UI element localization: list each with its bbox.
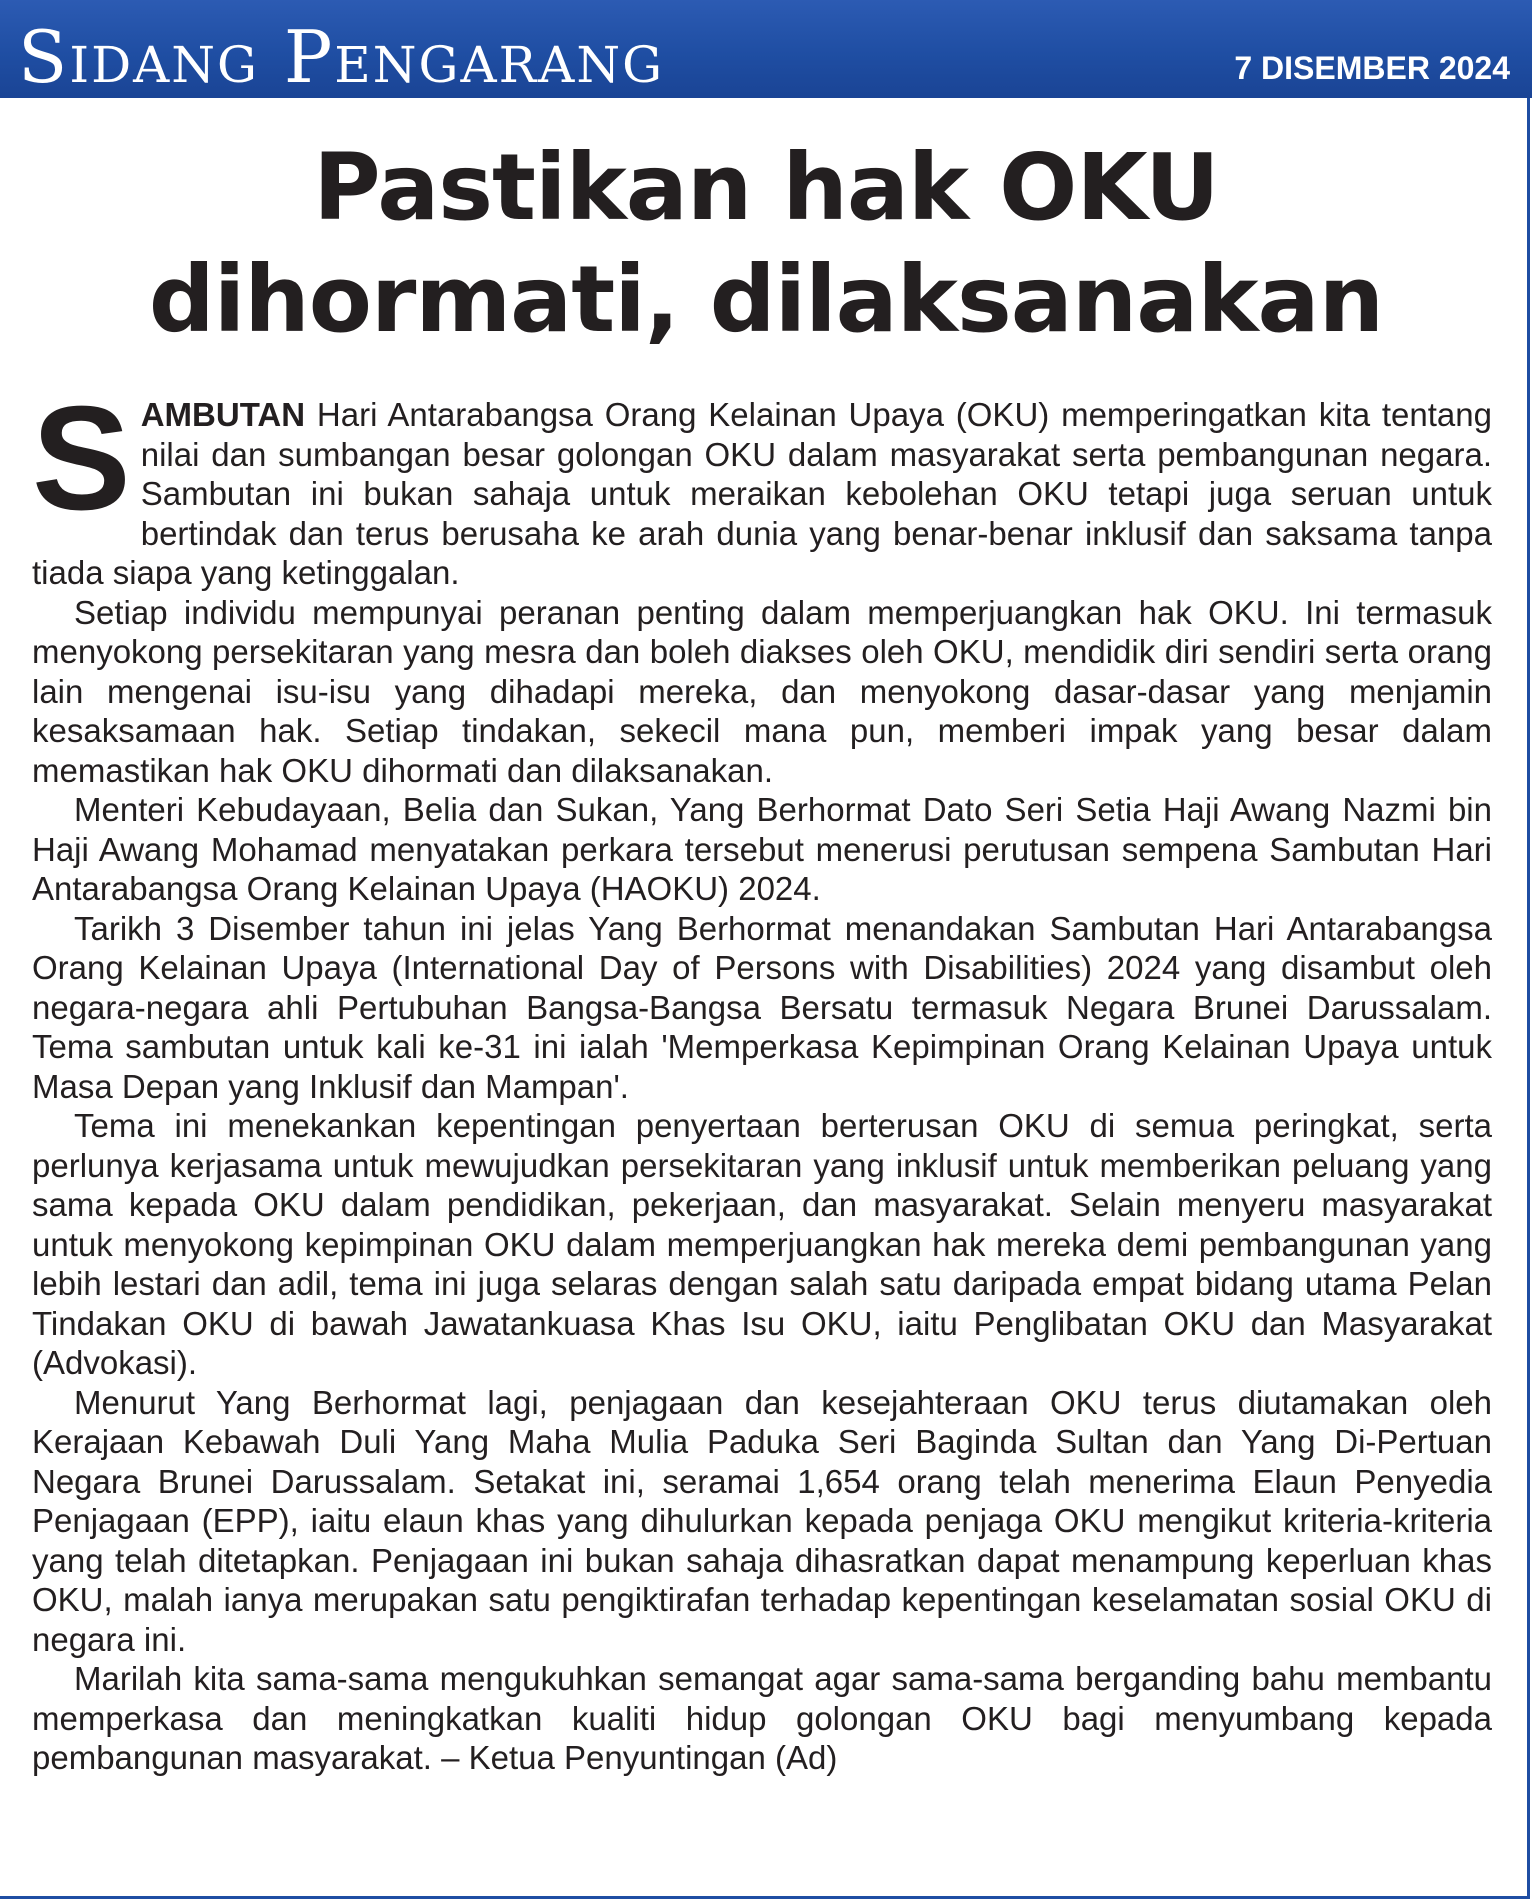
article-paragraph-2: Setiap individu mempunyai peranan penting dalam memperjuangkan hak OKU. Ini termasuk menyokong persekitaran yang mesra dan boleh diakses oleh OKU, mendidik diri sendiri serta orang lain mengenai isu-isu yang dihadapi mereka, dan menyokong dasar-dasar yang menjamin kesaksamaan hak. Setiap tindakan, sekecil mana pun, memberi impak yang besar dalam memastikan hak OKU dihormati dan dilaksanakan. — [32, 593, 1492, 789]
headline-line-1: Pastikan hak OKU — [313, 134, 1219, 241]
drop-cap: S — [32, 376, 131, 541]
paragraph-1-text: Hari Antarabangsa Orang Kelainan Upaya (OKU) memperingatkan kita tentang nilai dan sumbangan besar golongan OKU dalam masyarakat serta pembangunan negara. Sambutan ini bukan sahaja untuk meraikan kebolehan OKU tetapi juga seruan untuk bertindak dan terus berusaha ke arah dunia yang benar-benar inklusif dan saksama tanpa tiada siapa yang ketinggalan. — [32, 396, 1492, 591]
article-paragraph-3: Menteri Kebudayaan, Belia dan Sukan, Yang Berhormat Dato Seri Setia Haji Awang Nazmi bin Haji Awang Mohamad menyatakan perkara tersebut menerusi perutusan sempena Sambutan Hari Antarabangsa Orang Kelainan Upaya (HAOKU) 2024. — [32, 791, 1492, 907]
article-paragraph-7: Marilah kita sama-sama mengukuhkan semangat agar sama-sama berganding bahu membantu memperkasa dan meningkatkan kualiti hidup golongan OKU bagi menyumbang kepada pembangunan masyarakat. – Ketua Penyuntingan (Ad) — [32, 1660, 1492, 1776]
article-paragraph-4: Tarikh 3 Disember tahun ini jelas Yang Berhormat menandakan Sambutan Hari Antarabangsa Orang Kelainan Upaya (International Day of Persons with Disabilities) 2024 yang disambut oleh negara-negara ahli Pertubuhan Bangsa-Bangsa Bersatu termasuk Negara Brunei Darussalam. Tema sambutan untuk kali ke-31 ini ialah 'Memperkasa Kepimpinan Orang Kelainan Upaya untuk Masa Depan yang Inklusif dan Mampan'. — [32, 909, 1492, 1105]
section-title: Sidang Pengarang — [18, 15, 665, 99]
masthead-banner — [0, 0, 1532, 98]
lead-word: AMBUTAN — [140, 396, 306, 433]
article-body — [32, 376, 1492, 1778]
article-headline — [0, 132, 1532, 356]
article-paragraph-6: Menurut Yang Berhormat lagi, penjagaan dan kesejahteraan OKU terus diutamakan oleh Kerajaan Kebawah Duli Yang Maha Mulia Paduka Seri Baginda Sultan dan Yang Di-Pertuan Negara Brunei Darussalam. Setakat ini, seramai 1,654 orang telah menerima Elaun Penyedia Penjagaan (EPP), iaitu elaun khas yang dihulurkan kepada penjaga OKU mengikut kriteria-kriteria yang telah ditetapkan. Penjagaan ini bukan sahaja dihasratkan dapat menampung keperluan khas OKU, malah ianya merupakan satu pengiktirafan terhadap kepentingan keselamatan sosial OKU di negara ini. — [32, 1383, 1492, 1658]
article-paragraph-5: Tema ini menekankan kepentingan penyertaan berterusan OKU di semua peringkat, serta perlunya kerjasama untuk mewujudkan persekitaran yang inklusif untuk memberikan peluang yang sama kepada OKU dalam pendidikan, pekerjaan, dan masyarakat. Selain menyeru masyarakat untuk menyokong kepimpinan OKU dalam memperjuangkan hak mereka demi pembangunan yang lebih lestari dan adil, tema ini juga selaras dengan salah satu daripada empat bidang utama Pelan Tindakan OKU di bawah Jawatankuasa Khas Isu OKU, iaitu Penglibatan OKU dan Masyarakat (Advokasi). — [32, 1107, 1492, 1381]
publication-date: 7 DISEMBER 2024 — [1234, 50, 1510, 86]
headline-line-2: dihormati, dilaksanakan — [148, 246, 1384, 353]
article-paragraph-1 — [32, 376, 1492, 593]
